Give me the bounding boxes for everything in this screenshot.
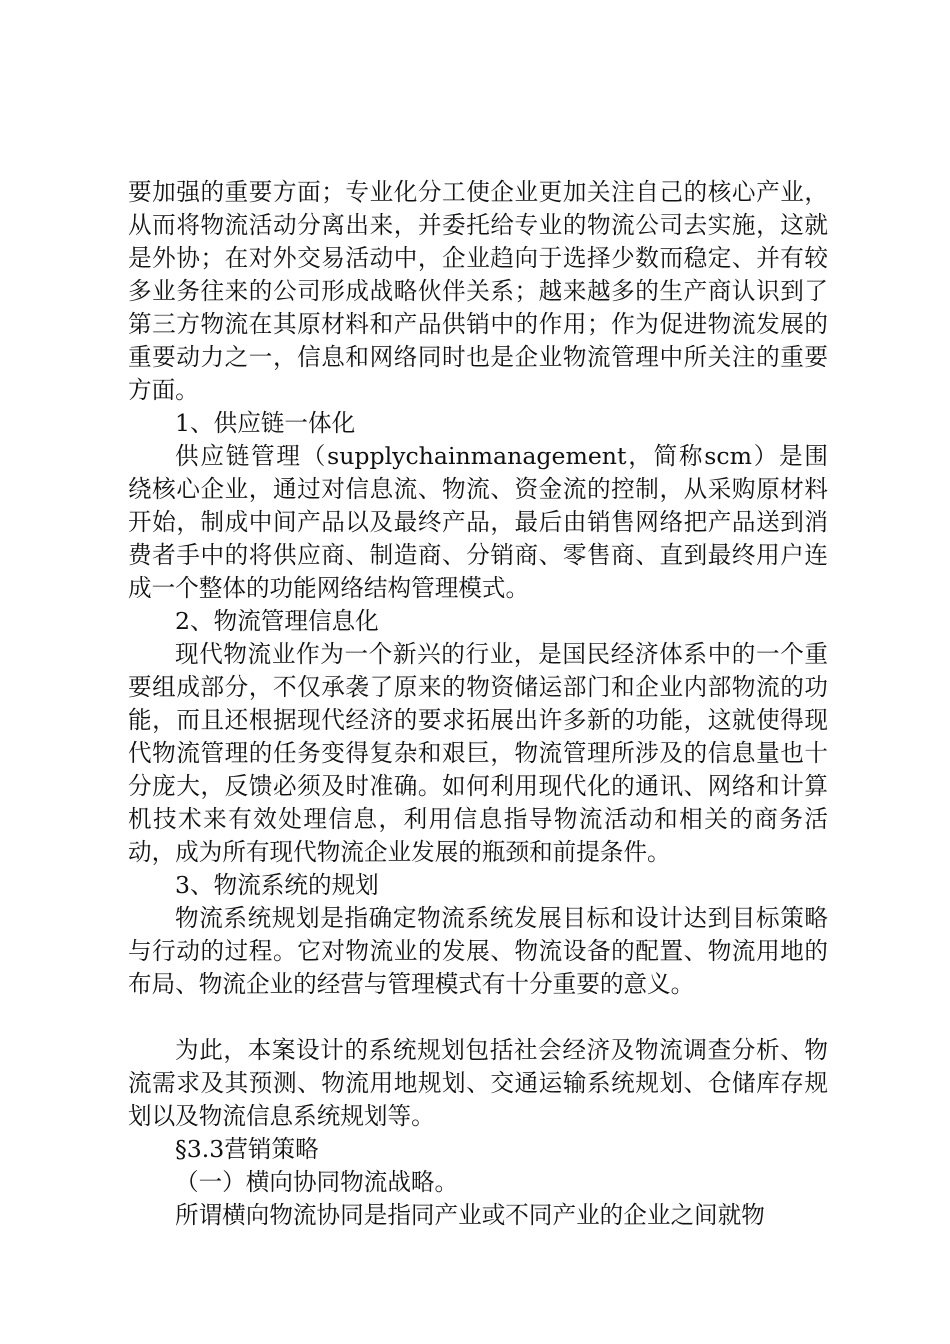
section-heading-marketing: §3.3营销策略 <box>175 1135 319 1163</box>
body-paragraph: 现代物流业作为一个新兴的行业，是国民经济体系中的一个重要组成部分，不仅承袭了原来的物资储运部门和企业内部物流的功能，而且还根据现代经济的要求拓展出许多新的功能，这就使得现代物流管理的任务变得复杂和艰巨，物流管理所涉及的信息量也十分庞大，反馈必须及时准确。如何利用现代化的通讯、网络和计算机技术来有效处理信息，利用信息指导物流活动和相关的商务活动，成为所有现代物流企业发展的瓶颈和前提条件。 <box>128 640 828 866</box>
paragraph-gap <box>128 1001 828 1034</box>
body-paragraph: 物流系统规划是指确定物流系统发展目标和设计达到目标策略与行动的过程。它对物流业的发展、物流设备的配置、物流用地的布局、物流企业的经营与管理模式有十分重要的意义。 <box>128 904 828 998</box>
body-paragraph: 要加强的重要方面；专业化分工使企业更加关注自己的核心产业，从而将物流活动分离出来，并委托给专业的物流公司去实施，这就是外协；在对外交易活动中，企业趋向于选择少数而稳定、并有较多业务往来的公司形成战略伙伴关系；越来越多的生产商认识到了第三方物流在其原材料和产品供销中的作用；作为促进物流发展的重要动力之一，信息和网络同时也是企业物流管理中所关注的重要方面。 <box>128 178 828 404</box>
document-page <box>128 176 828 1232</box>
section-heading-supply-chain: 1、供应链一体化 <box>175 409 356 437</box>
section-heading-system-planning: 3、物流系统的规划 <box>175 871 379 899</box>
body-paragraph: 所谓横向物流协同是指同产业或不同产业的企业之间就物 <box>175 1201 765 1229</box>
subsection-heading-horizontal: （一）横向协同物流战略。 <box>175 1168 459 1196</box>
section-heading-logistics-info: 2、物流管理信息化 <box>175 607 379 635</box>
body-paragraph: 供应链管理（supplychainmanagement，简称scm）是围绕核心企业，通过对信息流、物流、资金流的控制，从采购原材料开始，制成中间产品以及最终产品，最后由销售网络把产品送到消费者手中的将供应商、制造商、分销商、零售商、直到最终用户连成一个整体的功能网络结构管理模式。 <box>128 442 828 602</box>
body-paragraph: 为此，本案设计的系统规划包括社会经济及物流调查分析、物流需求及其预测、物流用地规划、交通运输系统规划、仓储库存规划以及物流信息系统规划等。 <box>128 1036 828 1130</box>
